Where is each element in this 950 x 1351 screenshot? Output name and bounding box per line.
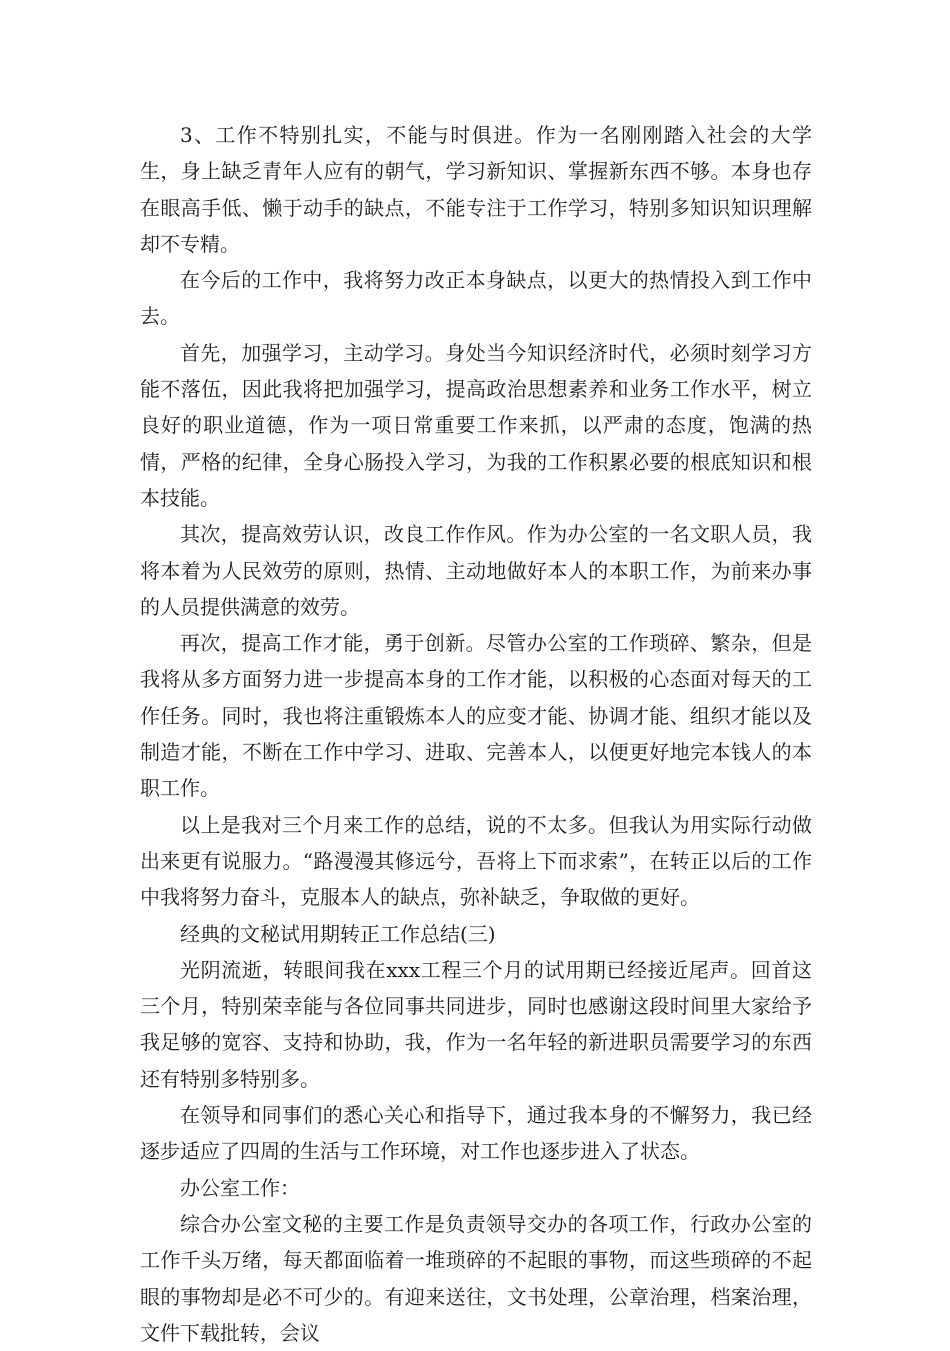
paragraph-future-commitment: 在今后的工作中，我将努力改正本身缺点，以更大的热情投入到工作中去。	[140, 268, 812, 329]
paragraph-second-service-awareness: 其次，提高效劳认识，改良工作作风。作为办公室的一名文职人员，我将本着为人民效劳的原则，热情、主动地做好本人的本职工作，为前来办事的人员提供满意的效劳。	[140, 522, 812, 619]
paragraph-adaptation: 在领导和同事们的悉心关心和指导下，通过我本身的不懈努力，我已经逐步适应了四周的生活与工作环境，对工作也逐步进入了状态。	[140, 1103, 812, 1164]
section-heading: 经典的文秘试用期转正工作总结(三)	[180, 921, 496, 946]
paragraph-probation-review: 光阴流逝，转眼间我在xxx工程三个月的试用期已经接近尾声。回首这三个月，特别荣幸能与各位同事共同进步，同时也感谢这段时间里大家给予我足够的宽容、支持和协助，我，作为一名年轻的新进职员需要学习的东西还有特别多特别多。	[140, 957, 812, 1091]
document-body	[140, 117, 812, 1351]
paragraph-third-work-ability: 再次，提高工作才能，勇于创新。尽管办公室的工作琐碎、繁杂，但是我将从多方面努力进一步提高本身的工作才能，以积极的心态面对每天的工作任务。同时，我也将注重锻炼本人的应变才能、协调才能、组织才能以及制造才能，不断在工作中学习、进取、完善本人，以便更好地完本钱人的本职工作。	[140, 631, 812, 801]
paragraph-summary-conclusion: 以上是我对三个月来工作的总结，说的不太多。但我认为用实际行动做出来更有说服力。“路漫漫其修远兮，吾将上下而求索”，在转正以后的工作中我将努力奋斗，克服本人的缺点，弥补缺乏，争取做的更好。	[140, 812, 812, 910]
paragraph-office-duties: 综合办公室文秘的主要工作是负责领导交办的各项工作，行政办公室的工作千头万绪，每天都面临着一堆琐碎的不起眼的事物，而这些琐碎的不起眼的事物却是必不可少的。有迎来送往，文书处理，公章治理，档案治理，文件下载批转，会议	[140, 1211, 812, 1345]
paragraph-first-strengthen-study: 首先，加强学习，主动学习。身处当今知识经济时代，必须时刻学习方能不落伍，因此我将把加强学习，提高政治思想素养和业务工作水平，树立良好的职业道德，作为一项日常重要工作来抓，以严肃的态度，饱满的热情，严格的纪律，全身心肠投入学习，为我的工作积累必要的根底知识和根本技能。	[140, 340, 812, 510]
paragraph-work-shortcomings: 3、工作不特别扎实，不能与时俱进。作为一名刚刚踏入社会的大学生，身上缺乏青年人应有的朝气，学习新知识、掌握新东西不够。本身也存在眼高手低、懒于动手的缺点，不能专注于工作学习，特别多知识知识理解却不专精。	[140, 123, 812, 256]
subheading-office-work: 办公室工作：	[180, 1175, 300, 1200]
